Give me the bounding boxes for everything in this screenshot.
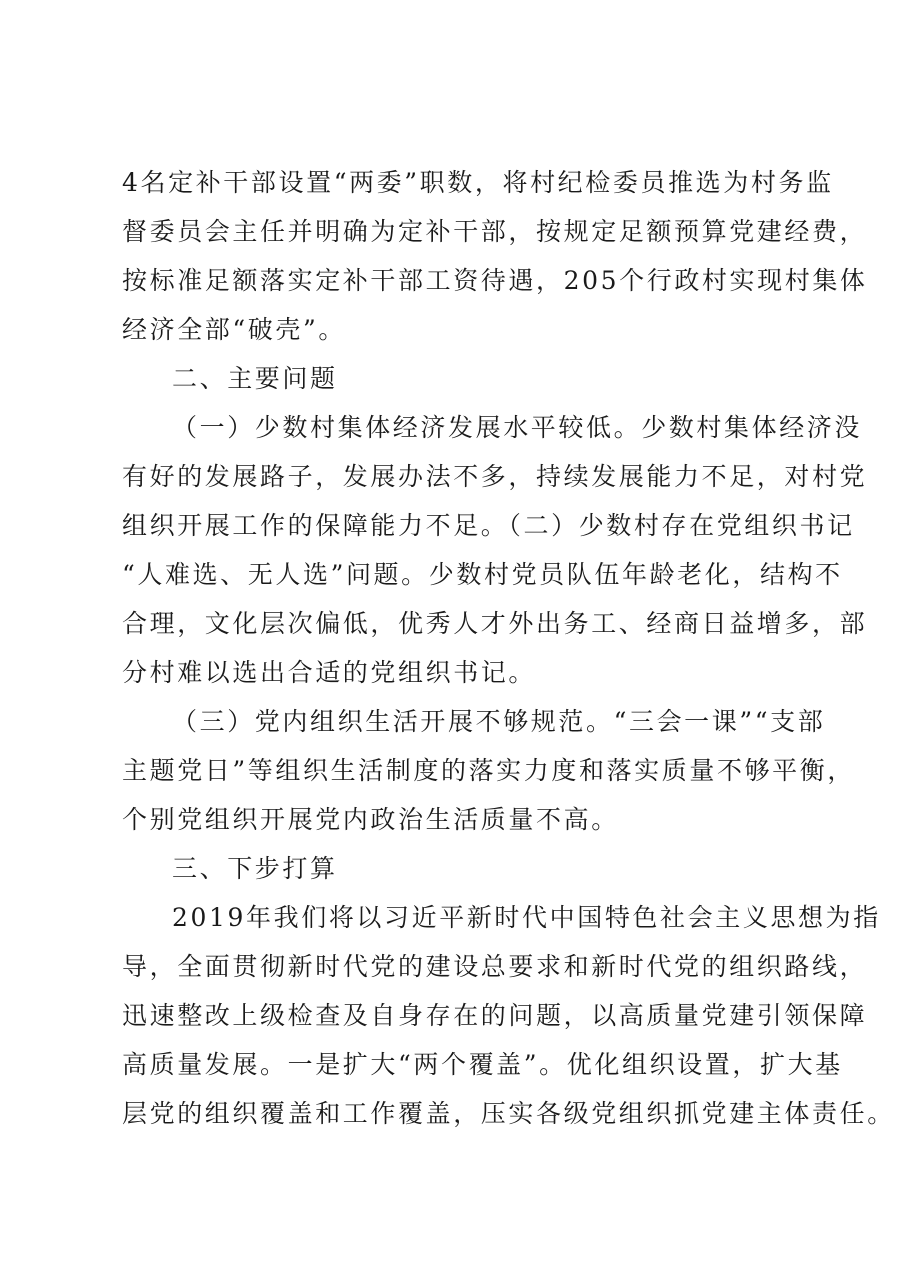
text-line: 经济全部“破壳”。 (122, 315, 346, 344)
text-line: 主题党日”等组织生活制度的落实力度和落实质量不够平衡， (122, 756, 855, 785)
text-line: 个别党组织开展党内政治生活质量不高。 (122, 805, 619, 834)
text-line: （一）少数村集体经济发展水平较低。少数村集体经济没 (172, 413, 863, 442)
text-line: “人难选、无人选”问题。少数村党员队伍年龄老化，结构不 (122, 560, 843, 589)
text-line: 导，全面贯彻新时代党的建设总要求和新时代党的组织路线， (122, 952, 868, 981)
text-line: 合理，文化层次偏低，优秀人才外出务工、经商日益增多，部 (122, 609, 868, 638)
section-heading: 二、主要问题 (172, 364, 338, 393)
text-line: 组织开展工作的保障能力不足。（二）少数村存在党组织书记 (122, 511, 855, 540)
text-line: 层党的组织覆盖和工作覆盖，压实各级党组织抓党建主体责任。 (122, 1099, 895, 1128)
text-line: 分村难以选出合适的党组织书记。 (122, 658, 537, 687)
text-line: （三）党内组织生活开展不够规范。“三会一课”“支部 (172, 707, 826, 736)
text-line: 高质量发展。一是扩大“两个覆盖”。优化组织设置，扩大基 (122, 1050, 843, 1079)
text-line: 有好的发展路子，发展办法不多，持续发展能力不足，对村党 (122, 462, 868, 491)
text-line: 督委员会主任并明确为定补干部，按规定足额预算党建经费， (122, 217, 868, 246)
text-line: 按标准足额落实定补干部工资待遇，205个行政村实现村集体 (122, 266, 868, 295)
text-line: 迅速整改上级检查及自身存在的问题，以高质量党建引领保障 (122, 1001, 868, 1030)
text-line: 2019年我们将以习近平新时代中国特色社会主义思想为指 (172, 903, 881, 932)
text-line: 4名定补干部设置“两委”职数，将村纪检委员推选为村务监 (122, 168, 834, 197)
section-heading: 三、下步打算 (172, 854, 338, 883)
